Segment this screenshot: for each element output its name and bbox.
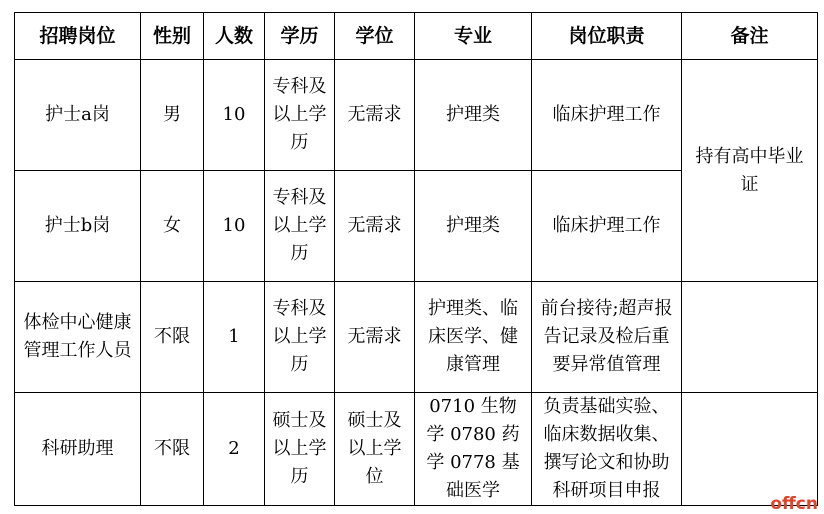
header-degree: 学位 [335,13,415,60]
cell-post: 科研助理 [15,393,141,506]
cell-education: 专科及以上学历 [265,171,335,282]
cell-degree: 硕士及以上学位 [335,393,415,506]
cell-count: 10 [204,171,265,282]
header-remark: 备注 [682,13,818,60]
cell-gender: 不限 [141,282,204,393]
header-education: 学历 [265,13,335,60]
recruitment-table [14,12,818,506]
cell-gender: 女 [141,171,204,282]
header-post: 招聘岗位 [15,13,141,60]
cell-gender: 男 [141,60,204,171]
header-duty: 岗位职责 [532,13,682,60]
cell-duty: 临床护理工作 [532,171,682,282]
header-count: 人数 [204,13,265,60]
header-gender: 性别 [141,13,204,60]
table-row [15,393,818,506]
cell-education: 硕士及以上学历 [265,393,335,506]
cell-major: 护理类 [415,60,532,171]
cell-remark-empty [682,393,818,506]
cell-major: 0710 生物学 0780 药学 0778 基础医学 [415,393,532,506]
cell-major: 护理类、临床医学、健康管理 [415,282,532,393]
cell-duty: 前台接待;超声报告记录及检后重要异常值管理 [532,282,682,393]
header-row [15,13,818,60]
cell-major: 护理类 [415,171,532,282]
cell-count: 10 [204,60,265,171]
cell-remark-empty [682,282,818,393]
cell-duty: 负责基础实验、临床数据收集、撰写论文和协助科研项目申报 [532,393,682,506]
watermark-logo: offcn [770,494,818,514]
cell-degree: 无需求 [335,60,415,171]
cell-degree: 无需求 [335,282,415,393]
cell-post: 护士b岗 [15,171,141,282]
cell-remark: 持有高中毕业证 [682,60,818,282]
table-row [15,60,818,171]
cell-degree: 无需求 [335,171,415,282]
cell-education: 专科及以上学历 [265,282,335,393]
cell-count: 1 [204,282,265,393]
cell-education: 专科及以上学历 [265,60,335,171]
cell-post: 护士a岗 [15,60,141,171]
header-major: 专业 [415,13,532,60]
cell-count: 2 [204,393,265,506]
table-row [15,282,818,393]
cell-gender: 不限 [141,393,204,506]
cell-duty: 临床护理工作 [532,60,682,171]
cell-post: 体检中心健康管理工作人员 [15,282,141,393]
